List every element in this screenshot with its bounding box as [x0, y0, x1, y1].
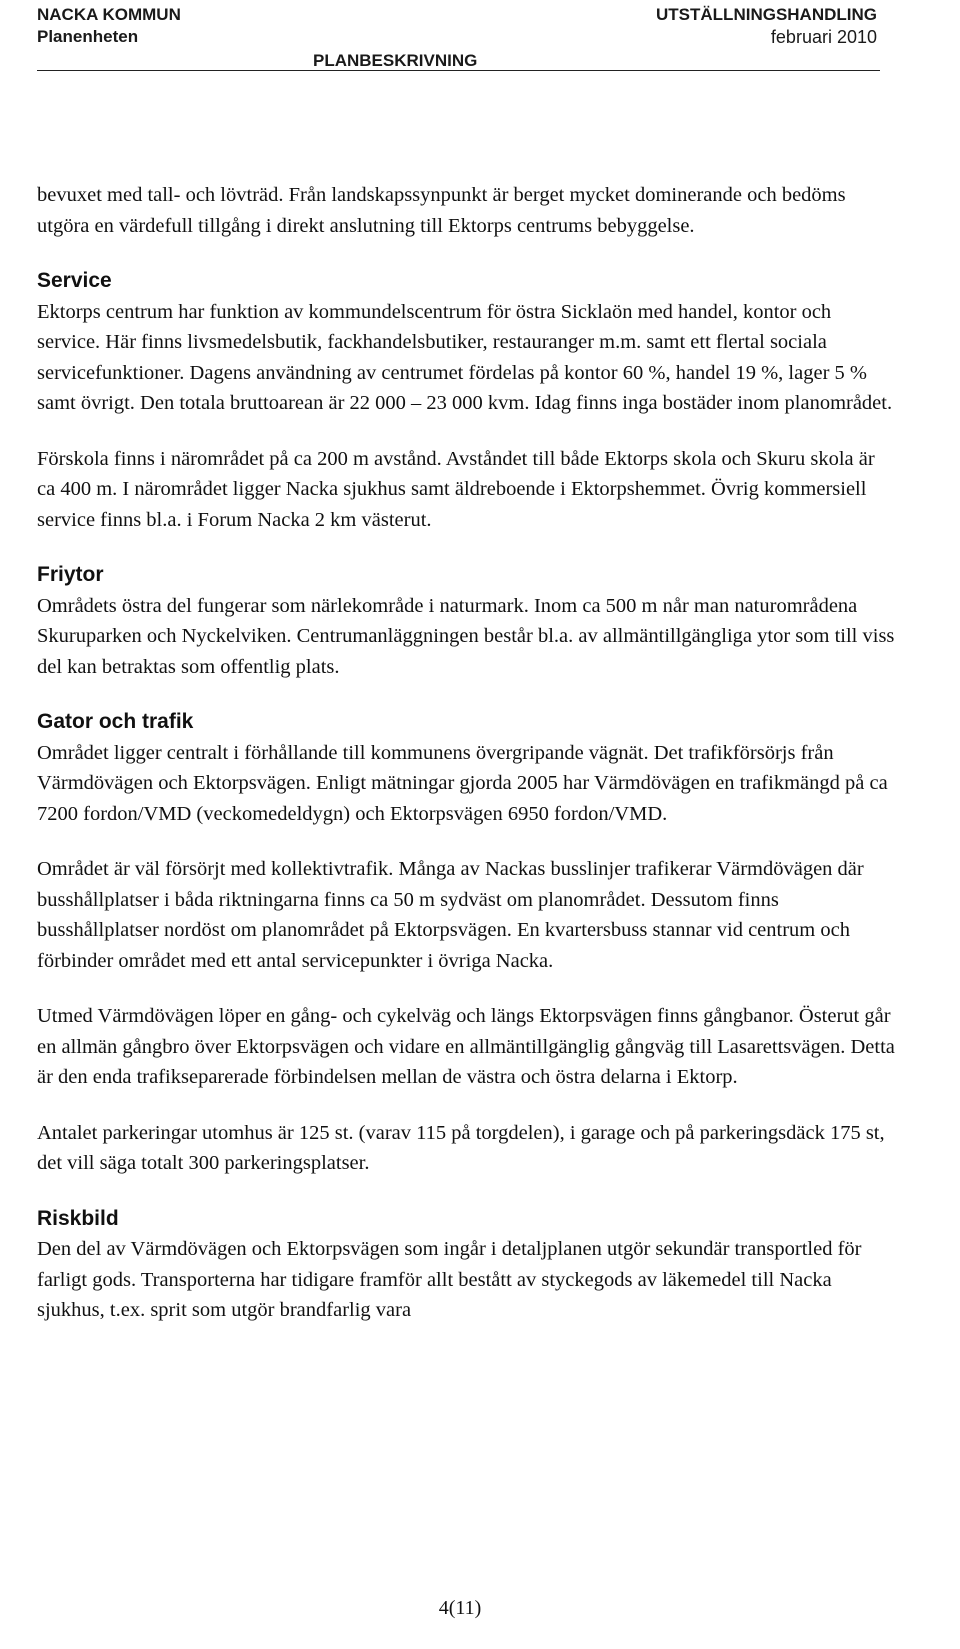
document-status: UTSTÄLLNINGSHANDLING: [656, 5, 877, 24]
paragraph: Den del av Värmdövägen och Ektorpsvägen som ingår i detaljplanen utgör sekundär transportled för farligt gods. Transporterna har tidigare framför allt bestått av styckegods av läkemedel till Nacka sjukhus, t.ex. sprit som utgör brandfarlig vara: [37, 1238, 862, 1321]
department-name: Planenheten: [37, 27, 139, 46]
organization-name: NACKA KOMMUN: [37, 5, 181, 24]
paragraph: Förskola finns i närområdet på ca 200 m avstånd. Avståndet till både Ektorps skola och Skuru skola är ca 400 m. I närområdet ligger Nacka sjukhus samt äldreboende i Ektorpshemmet. Övrig kommersiell service finns bl.a. i Forum Nacka 2 km västerut.: [37, 447, 875, 531]
paragraph: Området ligger centralt i förhållande till kommunens övergripande vägnät. Det trafikförsörjs från Värmdövägen och Ektorpsvägen. Enligt mätningar gjorda 2005 har Värmdövägen en trafikmängd på ca 7200 fordon/VMD (veckomedeldygn) och Ektorpsvägen 6950 fordon/VMD.: [37, 741, 888, 825]
paragraph: Ektorps centrum har funktion av kommundelscentrum för östra Sicklaön med handel, kontor och service. Här finns livsmedelsbutik, fackhandelsbutiker, restauranger m.m. samt ett flertal sociala servicefunktioner. Dagens användning av centrumet fördelas på kontor 60 %, handel 19 %, lager 5 % samt övrigt. Den totala bruttoarean är 22 000 – 23 000 kvm. Idag finns inga bostäder inom planområdet.: [37, 300, 893, 414]
section-heading-friytor: Friytor: [37, 563, 104, 586]
paragraph: Området är väl försörjt med kollektivtrafik. Många av Nackas busslinjer trafikerar Värmdövägen där busshållplatser i båda riktningarna finns ca 50 m sydväst om planområdet. Dessutom finns busshållplatser nordöst om planområdet på Ektorpsvägen. En kvartersbuss stannar vid centrum och förbinder området med ett antal servicepunkter i övriga Nacka.: [37, 858, 864, 972]
section-heading-riskbild: Riskbild: [37, 1206, 119, 1230]
document-body: [37, 180, 897, 1351]
document-date: februari 2010: [770, 27, 877, 47]
paragraph: Utmed Värmdövägen löper en gång- och cykelväg och längs Ektorpsvägen finns gångbanor. Österut går en allmän gångbro över Ektorpsvägen och vidare en allmäntillgänglig gångväg till Lasarettsvägen. Detta är den enda trafikseparerade förbindelsen mellan de västra och östra delarna i Ektorp.: [37, 1005, 895, 1088]
page-header: [0, 0, 960, 80]
section-heading-gator-och-trafik: Gator och trafik: [37, 710, 194, 733]
paragraph: Områdets östra del fungerar som närlekområde i naturmark. Inom ca 500 m når man naturområdena Skuruparken och Nyckelviken. Centrumanläggningen består bl.a. av allmäntillgängliga ytor som till viss del kan betraktas som offentlig plats.: [37, 594, 895, 678]
intro-paragraph: bevuxet med tall- och lövträd. Från landskapssynpunkt är berget mycket dominerande och bedöms utgöra en värdefull tillgång i direkt anslutning till Ektorps centrums bebyggelse.: [37, 184, 846, 237]
section-service: [37, 266, 897, 535]
section-heading-service: Service: [37, 269, 112, 292]
section-gator-och-trafik: [37, 707, 897, 1179]
section-friytor: [37, 560, 897, 682]
paragraph: Antalet parkeringar utomhus är 125 st. (varav 115 på torgdelen), i garage och på parkeringsdäck 175 st, det vill säga totalt 300 parkeringsplatser.: [37, 1121, 885, 1174]
page-number: [0, 1596, 960, 1620]
document-type: PLANBESKRIVNING: [313, 51, 478, 70]
page-number-text: 4(11): [438, 1597, 482, 1619]
section-riskbild: [37, 1204, 897, 1326]
header-divider: [37, 70, 880, 71]
